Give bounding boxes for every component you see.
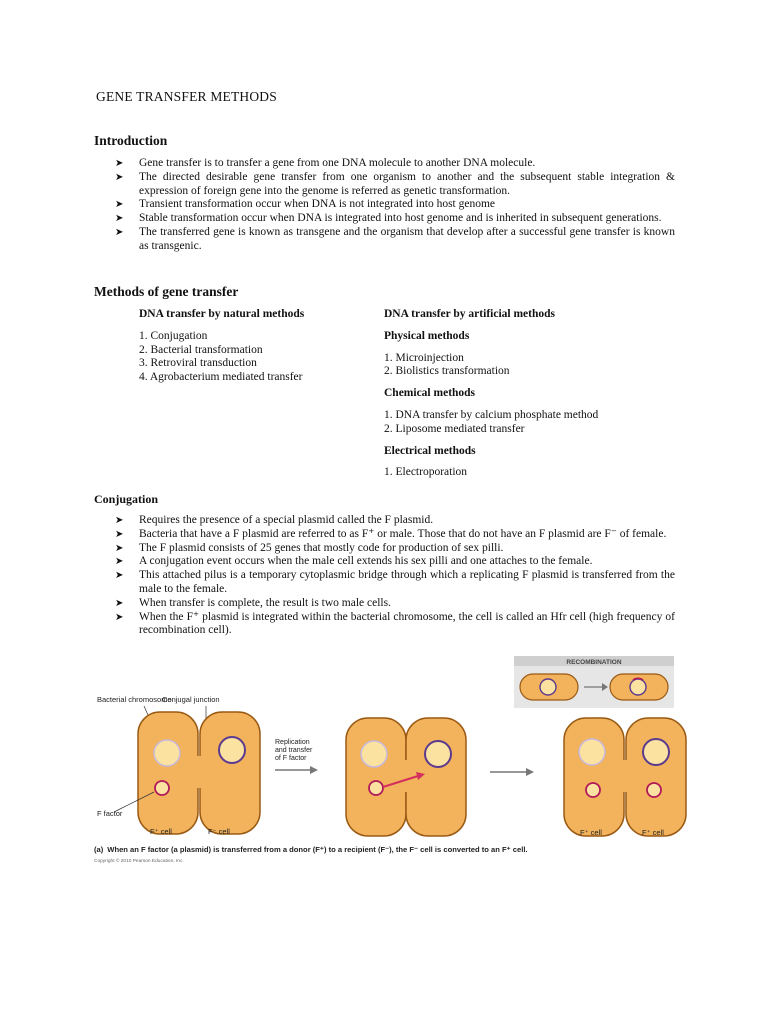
list-item: ➤ The directed desirable gene transfer from one organism to another and the subsequent stable integration & expression of foreign gene into the genome is referred as genetic transformation. [115, 170, 675, 197]
f-factor-plasmid [155, 781, 169, 795]
f-minus-cell-1 [200, 712, 260, 834]
list-item: ➤ Requires the presence of a special plasmid called the F plasmid. [115, 514, 434, 526]
chemical-methods-heading: Chemical methods [384, 387, 476, 400]
junction-2 [396, 760, 416, 792]
replication-label [275, 739, 314, 762]
electrical-methods-heading: Electrical methods [384, 444, 476, 457]
arrow-bullet-icon: ➤ [115, 213, 124, 225]
replication-label-line-3: of F factor [275, 755, 307, 762]
f-plus-cell-1 [138, 712, 198, 834]
list-item: 1. Electroporation [384, 466, 468, 479]
introduction-list [115, 157, 675, 254]
list-item: 1. Conjugation [139, 329, 208, 342]
list-item: ➤ This attached pilus is a temporary cytoplasmic bridge through which a replicating F plasmid is transferred from the male to the female. [115, 569, 675, 595]
list-item: 4. Agrobacterium mediated transfer [139, 371, 303, 384]
f-plus-label: F⁺ cell [150, 827, 172, 836]
conjugation-list [115, 514, 675, 638]
conjugal-junction-label: Conjugal junction [162, 695, 220, 704]
natural-methods-heading: DNA transfer by natural methods [139, 308, 305, 320]
junction-3 [614, 760, 636, 792]
f-minus-label: F⁻ cell [208, 827, 230, 836]
figure-caption [94, 845, 528, 854]
chromosome-circle [643, 739, 669, 765]
arrow-bullet-icon: ➤ [115, 556, 124, 568]
list-item: 3. Retroviral transduction [139, 357, 257, 370]
artificial-methods-heading: DNA transfer by artificial methods [384, 308, 555, 320]
conjugation-heading: Conjugation [94, 492, 159, 506]
arrow-bullet-icon: ➤ [115, 226, 124, 238]
chromosome-circle [219, 737, 245, 763]
arrow-bullet-icon: ➤ [115, 171, 124, 183]
list-item: 1. DNA transfer by calcium phosphate method [384, 408, 599, 421]
bacterial-chromosome-label: Bacterial chromosome [97, 695, 172, 704]
replication-label-line-1: Replication [275, 739, 310, 746]
list-item: 2. Biolistics transformation [384, 365, 510, 378]
list-item: ➤ A conjugation event occurs when the male cell extends his sex pilli and one attaches to the female. [115, 555, 593, 568]
process-arrowhead-1 [310, 766, 318, 774]
f-plus-label: F⁺ cell [580, 828, 602, 837]
list-item: ➤ The transferred gene is known as transgene and the organism that develop after a successful gene transfer is known as transgenic. [115, 225, 675, 252]
chromosome-circle [579, 739, 605, 765]
list-item: 1. Microinjection [384, 351, 464, 364]
f-factor-plasmid [369, 781, 383, 795]
arrow-bullet-icon: ➤ [115, 199, 124, 211]
physical-methods-heading: Physical methods [384, 329, 470, 342]
arrow-bullet-icon: ➤ [115, 597, 124, 609]
f-factor-label: F factor [97, 809, 123, 818]
list-item: ➤ Stable transformation occur when DNA is integrated into host genome and is inherited in subsequent generations. [115, 212, 662, 225]
arrow-bullet-icon: ➤ [115, 570, 124, 582]
artificial-methods-column [384, 308, 674, 480]
arrow-bullet-icon: ➤ [115, 528, 124, 540]
list-item: ➤ When the F⁺ plasmid is integrated within the bacterial chromosome, the cell is called an Hfr cell (high frequency of recombination cell). [115, 610, 675, 637]
caption-text: When an F factor (a plasmid) is transferred from a donor (F⁺) to a recipient (F⁻), the F⁻ cell is converted to an F⁺ cell. [107, 845, 528, 854]
f-factor-plasmid [586, 783, 600, 797]
arrow-bullet-icon: ➤ [115, 158, 124, 169]
chromosome-circle [154, 740, 180, 766]
f-plus-label: F⁺ cell [642, 828, 664, 837]
list-item: ➤ Gene transfer is to transfer a gene from one DNA molecule to another DNA molecule. [115, 157, 536, 169]
chromosome-circle [425, 741, 451, 767]
caption-prefix: (a) [94, 845, 104, 854]
f-factor-plasmid [647, 783, 661, 797]
arrow-bullet-icon: ➤ [115, 515, 124, 526]
list-item: ➤ Transient transformation occur when DNA is not integrated into host genome [115, 198, 496, 211]
arrow-bullet-icon: ➤ [115, 542, 124, 554]
page-title: GENE TRANSFER METHODS [96, 89, 277, 104]
replication-label-line-2: and transfer [275, 747, 313, 754]
copyright-notice: Copyright © 2010 Pearson Education, Inc. [94, 859, 184, 864]
list-item: ➤ Bacteria that have a F plasmid are referred to as F⁺ or male. Those that do not have an F plasmid are F⁻ of female. [115, 527, 667, 540]
conjugation-figure [94, 688, 694, 868]
natural-methods-column [139, 308, 369, 385]
list-item: 2. Bacterial transformation [139, 343, 263, 356]
junction-1 [190, 756, 208, 788]
methods-heading: Methods of gene transfer [94, 284, 239, 299]
arrow-bullet-icon: ➤ [115, 611, 124, 623]
list-item: ➤ When transfer is complete, the result is two male cells. [115, 596, 391, 609]
introduction-heading: Introduction [94, 133, 168, 148]
chromosome-circle [361, 741, 387, 767]
process-arrowhead-2 [526, 768, 534, 776]
recombination-label: RECOMBINATION [566, 659, 622, 666]
list-item: 2. Liposome mediated transfer [384, 422, 525, 435]
list-item: ➤ The F plasmid consists of 25 genes that mostly code for production of sex pilli. [115, 541, 504, 554]
